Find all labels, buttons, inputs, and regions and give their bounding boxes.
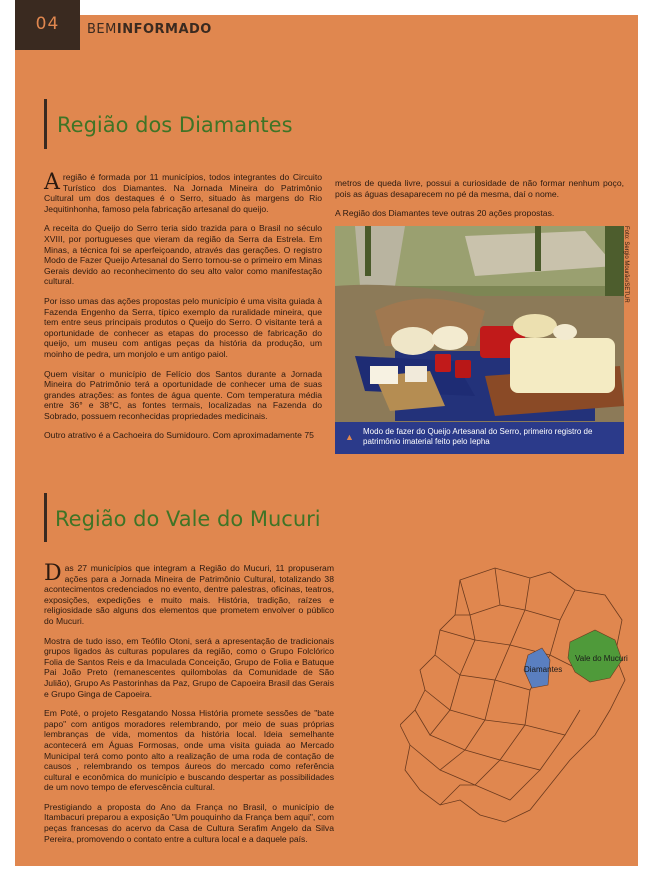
minas-gerais-map (400, 560, 630, 840)
article-column-diamantes-2 (335, 178, 624, 228)
page-number: 04 (35, 14, 60, 34)
section-title-bar (44, 493, 47, 542)
paragraph: metros de queda livre, possui a curiosidade de não formar nenhum poço, pois as águas desaparecem no pé da mesma, daí o nome. (335, 178, 624, 199)
paragraph: Mostra de tudo isso, em Teófilo Otoni, será a apresentação de tradicionais grupos ligados às culturas populares da região, como o Grupo Folclórico Folia de Santos Reis e da Imaculada Conceição, Grupo de Folia e Batuque Pai João Preto (remanescentes quilombolas da Comunidade de São Julião), Grupo As Pastorinhas da Paz, Grupo de Capoeira Brasil das Gerais e Grupo Ginga de Capoeira. (44, 635, 334, 699)
drop-cap: A (44, 170, 60, 195)
caption-text: Modo de fazer do Queijo Artesanal do Serro, primeiro registro de patrimônio imaterial feito pelo Iepha (363, 427, 593, 446)
page-number-box (15, 0, 80, 50)
paragraph: Por isso umas das ações propostas pelo município é uma visita guiada à Fazenda Engenho da Serra, típico exemplo da ruralidade mineira, que tem entre seus principais produtos o Queijo do Serro. O visitante terá a oportunidade de conhecer as etapas do processo de fabricação do queijo, um museu com antigas peças da história da produção, um moinho de pedra, um monjolo e um antigo paiol. (44, 295, 322, 359)
caption-arrow-icon: ▲ (345, 432, 354, 442)
page-header (0, 0, 653, 50)
paragraph: Prestigiando a proposta do Ano da França no Brasil, o município de Itambacuri preparou a exposição "Um pouquinho da França bem aqui", com peças francesas do acervo da Casa de Cultura Serafim Angelo da Silva Pereira, promovendo o contato entre a cultura local e a daquele país. (44, 801, 334, 844)
paragraph: A receita do Queijo do Serro teria sido trazida para o Brasil no século XVIII, por portugueses que vieram da região da Serra da Estrela. Em Minas, a técnica foi se aperfeiçoando, através das gerações. O registro Modo de Fazer Queijo Artesanal do Serro tornou-se o primeiro em Minas Gerais devido ao reconhecimento do seu alto valor como manifestação cultural. (44, 223, 322, 287)
paragraph-text: as 27 municípios que integram a Região do Mucuri, 11 propuseram ações para a Jornada Mineira de Patrimônio Cultural, totalizando 38 acontecimentos credenciados no evento, dentre palestras, oficinas, teatros, exposições, expedições e muito mais. História, tradição, raízes e religiosidade são alguns dos elementos que prometem envolver o público do Mucuri. (44, 563, 334, 626)
paragraph (44, 563, 334, 627)
brand-bold: INFORMADO (116, 22, 212, 37)
cheese-photo (335, 226, 624, 454)
brand-light: BEM (87, 22, 117, 37)
magazine-brand (87, 22, 212, 37)
section-title-bar (44, 99, 47, 149)
section-title-mucuri: Região do Vale do Mucuri (55, 507, 321, 531)
map-label-mucuri: Vale do Mucuri (575, 654, 628, 663)
paragraph: Quem visitar o município de Felício dos Santos durante a Jornada Mineira do Patrimônio terá a oportunidade de conhecer uma de suas grandes atrações: as fontes de água quente. Com temperatura média entre 36° e 38°C, as fontes termais, localizadas na Fazenda do Sobrado, possuem reconhecidas propriedades medicinais. (44, 368, 322, 421)
photo-credit: Foto: Sergio Mourão/SETUR (623, 226, 629, 303)
section-title-diamantes: Região dos Diamantes (57, 113, 293, 137)
article-column-mucuri (44, 563, 334, 853)
photo-caption (335, 422, 624, 454)
paragraph (44, 172, 322, 214)
drop-cap: D (44, 561, 62, 586)
map-label-diamantes: Diamantes (524, 665, 563, 674)
paragraph-text: região é formada por 11 municípios, todos integrantes do Circuito Turístico dos Diamantes. Na Jornada Mineira do Patrimônio Cultural um dos destaques é o Serro, situado às margens do Rio Jequitinhonha, famoso pela fabricação artesanal do queijo. (44, 172, 322, 214)
paragraph: Outro atrativo é a Cachoeira do Sumidouro. Com aproximadamente 75 (44, 430, 314, 441)
article-column-diamantes-1 (44, 172, 322, 450)
paragraph: Em Poté, o projeto Resgatando Nossa História promete sessões de "bate papo" com antigos moradores relembrando, por meio de suas próprias lembranças de vida, momentos da história local. Ideia semelhante acontecerá em Águas Formosas, onde uma visita guiada ao Mercado Municipal terá como ponto alto a realização de uma roda de contação de causos , relembrando os tempos áureos do mercado como referência cultural e econômica do município e buscando despertar as possibilidades de um novo tempo de efervescência cultural. (44, 708, 334, 793)
paragraph: A Região dos Diamantes teve outras 20 ações propostas. (335, 208, 555, 219)
